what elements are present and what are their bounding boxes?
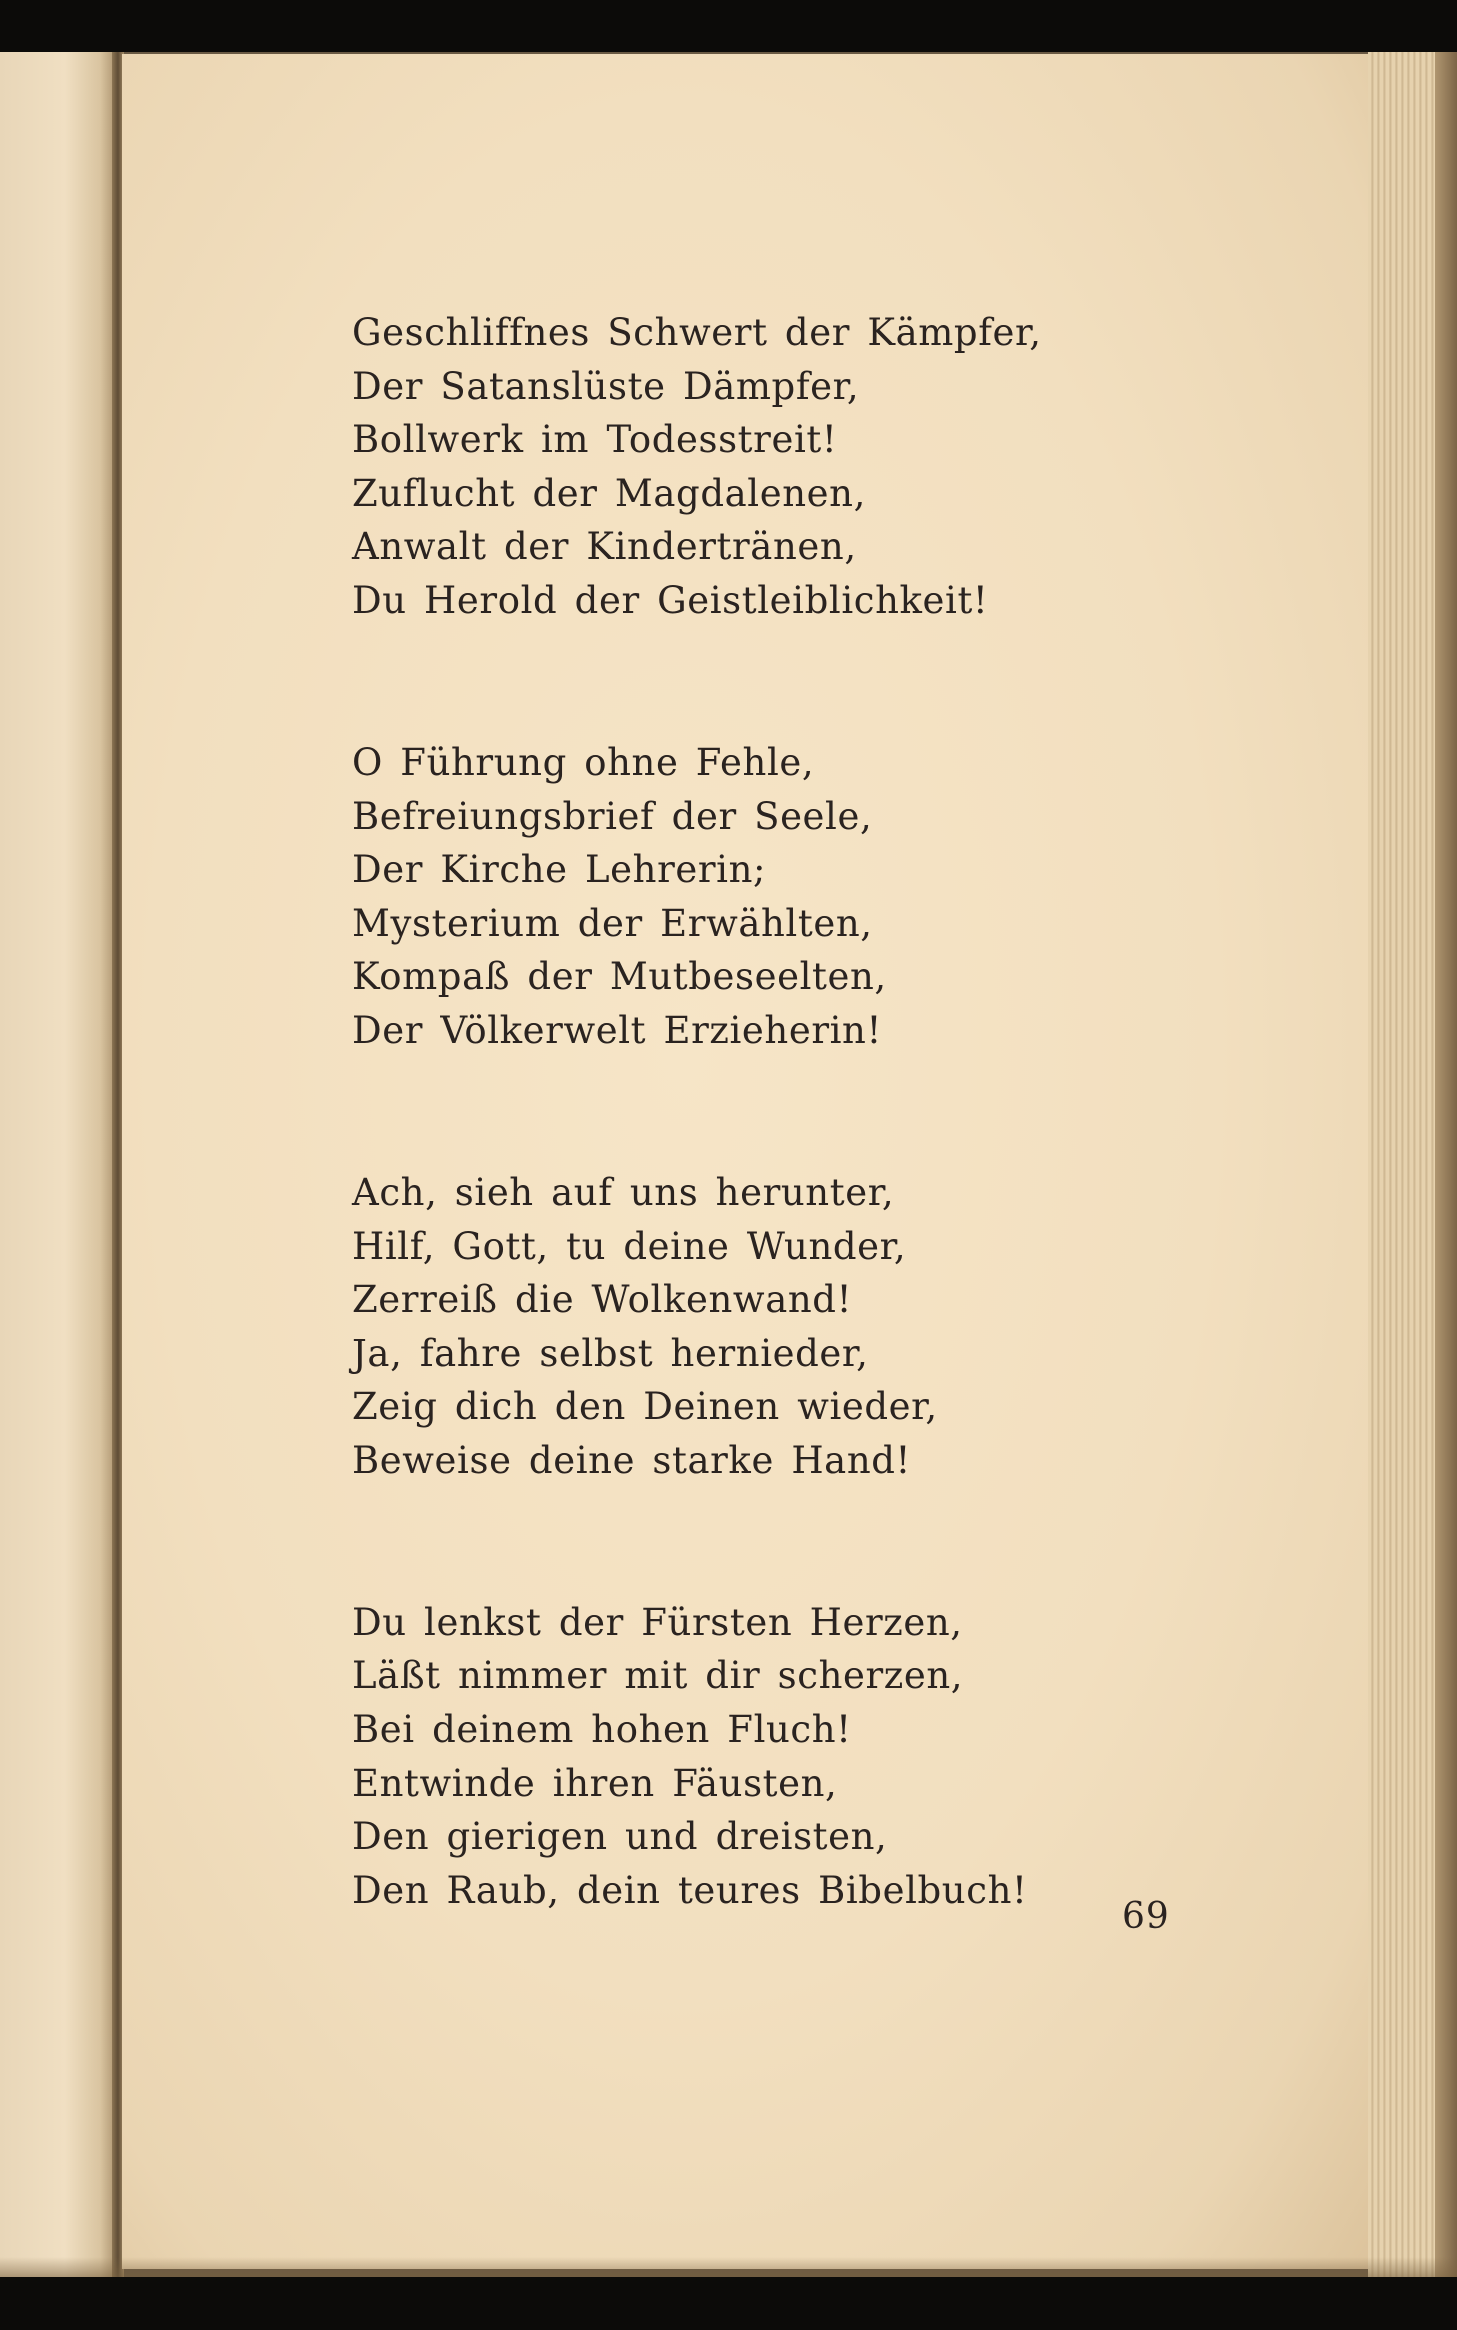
- poem-line: Du lenkst der Fürsten Herzen,: [352, 1600, 963, 1644]
- poem-line: Der Satanslüste Dämpfer,: [352, 364, 860, 408]
- poem-line: Bollwerk im Todesstreit!: [352, 418, 838, 462]
- poem-line: Zerreiß die Wolkenwand!: [352, 1278, 853, 1322]
- poem-line: Ach, sieh auf uns herunter,: [352, 1170, 895, 1214]
- poem-line: Den Raub, dein teures Bibelbuch!: [352, 1868, 1028, 1912]
- poem-line: Der Völkerwelt Erzieherin!: [352, 1008, 882, 1052]
- poem-line: Zeig dich den Deinen wieder,: [352, 1385, 938, 1429]
- poem-line: Zuflucht der Magdalenen,: [352, 471, 866, 515]
- poem-line: Ja, fahre selbst hernieder,: [352, 1331, 869, 1375]
- poem-line: Läßt nimmer mit dir scherzen,: [352, 1654, 964, 1698]
- poem-line: Den gierigen und dreisten,: [352, 1815, 888, 1859]
- poem-line: Beweise deine starke Hand!: [352, 1438, 912, 1482]
- poem-line: Kompaß der Mutbeseelten,: [352, 955, 887, 999]
- stanza-2: [352, 736, 1112, 1058]
- stanza-1: [352, 306, 1112, 628]
- poem-line: Bei deinem hohen Fluch!: [352, 1708, 852, 1752]
- poem-line: Mysterium der Erwählten,: [352, 901, 873, 945]
- stanza-4: [352, 1596, 1112, 1918]
- poem-line: Anwalt der Kindertränen,: [352, 525, 857, 569]
- page-edges: [1368, 52, 1457, 2277]
- poem-line: Du Herold der Geistleiblichkeit!: [352, 578, 989, 622]
- poem-line: Hilf, Gott, tu deine Wunder,: [352, 1224, 907, 1268]
- poem-line: Befreiungsbrief der Seele,: [352, 794, 873, 838]
- left-page-edge: [0, 52, 118, 2277]
- poem: [352, 306, 1112, 1917]
- poem-line: Geschliffnes Schwert der Kämpfer,: [352, 311, 1042, 354]
- poem-line: O Führung ohne Fehle,: [352, 740, 815, 784]
- stanza-3: [352, 1166, 1112, 1488]
- poem-line: Der Kirche Lehrerin;: [352, 848, 767, 892]
- page-number: 69: [1122, 1896, 1170, 1937]
- poem-line: Entwinde ihren Fäusten,: [352, 1761, 838, 1805]
- page-bottom-shadow: [0, 2257, 1457, 2277]
